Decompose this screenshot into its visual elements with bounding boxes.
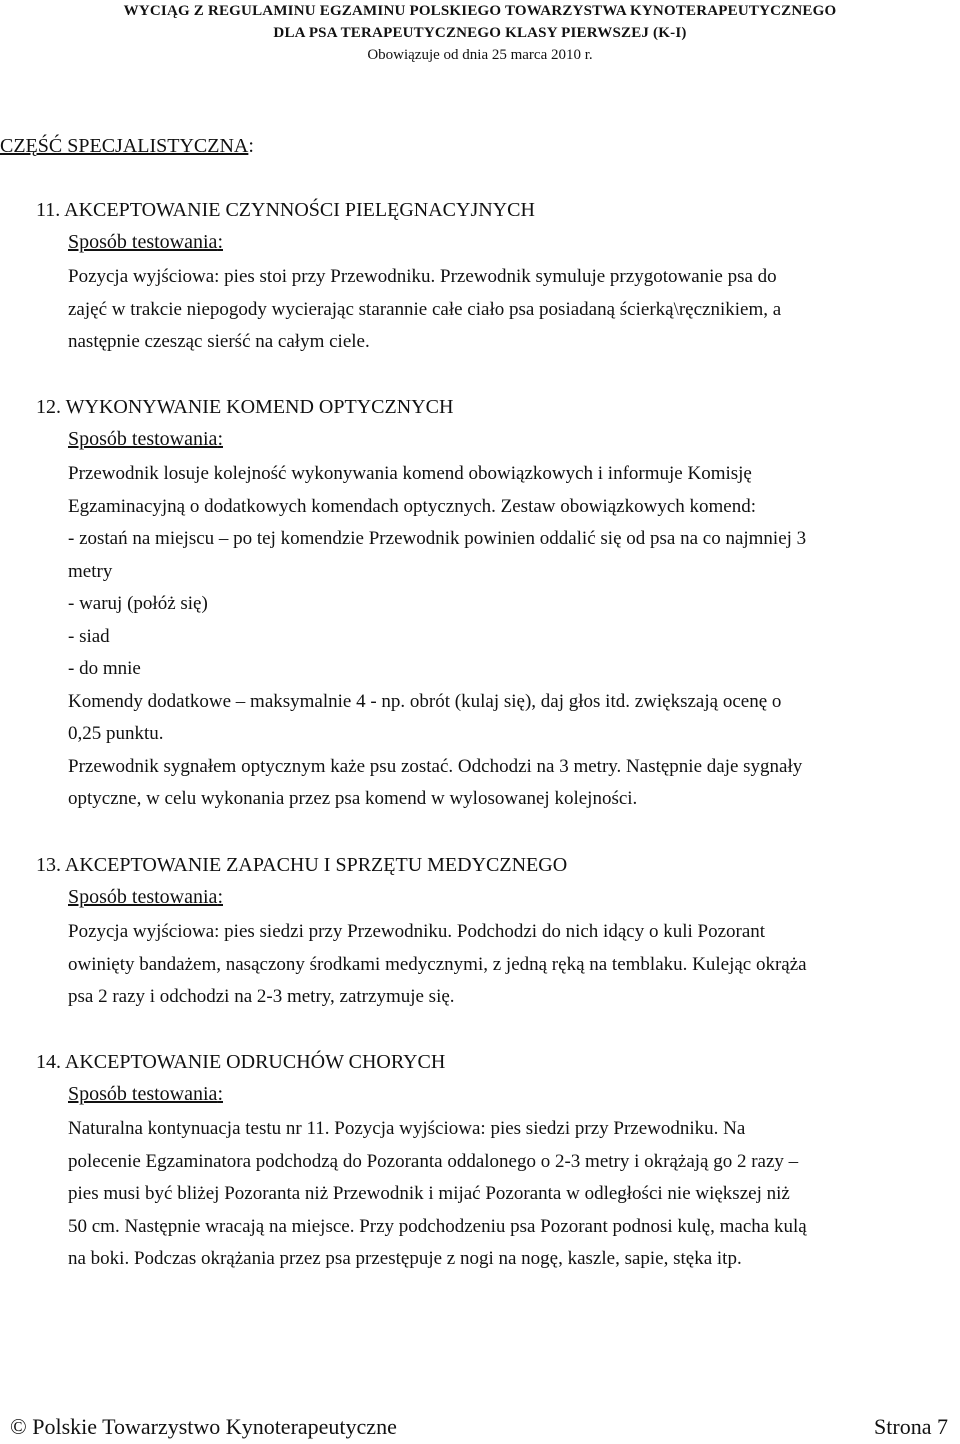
method-label: Sposób testowania [68, 1083, 218, 1105]
section-body [68, 1113, 956, 1276]
body-line: Pozycja wyjściowa: pies siedzi przy Przewodniku. Podchodzi do nich idący o kuli Pozorant [68, 921, 766, 942]
body-line: owinięty bandażem, nasączony środkami medycznymi, z jedną ręką na temblaku. Kulejąc okrąża [68, 953, 807, 975]
body-line: Komendy dodatkowe – maksymalnie 4 - np. obrót (kulaj się), daj głos itd. zwiększają ocenę o [68, 690, 782, 712]
method-heading [68, 229, 956, 255]
body-line: Egzaminacyjną o dodatkowych komendach optycznych. Zestaw obowiązkowych komend: [68, 495, 757, 517]
body-line: na boki. Podczas okrążania przez psa przestępuje z nogi na nogę, kaszle, sapie, stęka itp. [68, 1248, 742, 1269]
document-header [0, 0, 960, 66]
footer-copyright: © Polskie Towarzystwo Kynoterapeutyczne [10, 1414, 397, 1439]
section-title: 12. WYKONYWANIE KOMEND OPTYCZNYCH [36, 396, 454, 418]
body-line: Przewodnik losuje kolejność wykonywania komend obowiązkowych i informuje Komisję [68, 463, 752, 484]
body-line: - do mnie [68, 658, 141, 679]
page-footer [0, 1410, 960, 1444]
method-label: Sposób testowania [68, 231, 218, 253]
header-title-line2: DLA PSA TERAPEUTYCZNEGO KLASY PIERWSZEJ (K-I) [273, 25, 687, 41]
method-label: Sposób testowania [68, 428, 218, 450]
body-line: Pozycja wyjściowa: pies stoi przy Przewodniku. Przewodnik symuluje przygotowanie psa do [68, 266, 777, 287]
body-line: następnie czesząc sierść na całym ciele. [68, 331, 370, 352]
section-body [68, 261, 956, 359]
method-heading [68, 1081, 956, 1107]
section-14 [36, 1049, 956, 1276]
section-body [68, 458, 956, 816]
body-line: optyczne, w celu wykonania przez psa komend w wylosowanej kolejności. [68, 788, 638, 809]
body-line: polecenie Egzaminatora podchodzą do Pozoranta oddalonego o 2-3 metry i okrążają go 2 razy – [68, 1150, 799, 1172]
body-line: - zostań na miejscu – po tej komendzie Przewodnik powinien oddalić się od psa na co najmniej 3 [68, 528, 807, 549]
section-12 [36, 394, 956, 816]
page-number: Strona 7 [874, 1414, 948, 1439]
method-colon: : [217, 231, 223, 253]
body-line: Przewodnik sygnałem optycznym każe psu zostać. Odchodzi na 3 metry. Następnie daje sygnały [68, 755, 803, 777]
section-body [68, 916, 956, 1014]
section-13 [36, 852, 956, 1014]
header-title-line1: WYCIĄG Z REGULAMINU EGZAMINU POLSKIEGO TOWARZYSTWA KYNOTERAPEUTYCZNEGO [123, 3, 837, 19]
part-title-label: CZĘŚĆ SPECJALISTYCZNA [0, 135, 249, 157]
body-line: - waruj (połóż się) [68, 593, 208, 614]
section-title: 11. AKCEPTOWANIE CZYNNOŚCI PIELĘGNACYJNYCH [36, 199, 535, 221]
body-line: Naturalna kontynuacja testu nr 11. Pozycja wyjściowa: pies siedzi przy Przewodniku. Na [68, 1118, 746, 1139]
section-title: 14. AKCEPTOWANIE ODRUCHÓW CHORYCH [36, 1051, 446, 1073]
method-colon: : [217, 428, 223, 450]
method-heading [68, 426, 956, 452]
part-title-colon: : [248, 135, 254, 157]
method-colon: : [217, 1083, 223, 1105]
section-title: 13. AKCEPTOWANIE ZAPACHU I SPRZĘTU MEDYCZNEGO [36, 854, 568, 876]
body-line: 0,25 punktu. [68, 723, 164, 744]
method-heading [68, 884, 956, 910]
body-line: 50 cm. Następnie wracają na miejsce. Przy podchodzeniu psa Pozorant podnosi kulę, macha kulą [68, 1215, 807, 1237]
body-line: zajęć w trakcie niepogody wycierając starannie całe ciało psa posiadaną ścierką\ręcznikiem, a [68, 298, 782, 320]
body-line: - siad [68, 625, 110, 647]
header-effective-date: Obowiązuje od dnia 25 marca 2010 r. [367, 47, 593, 63]
part-title [0, 133, 254, 159]
method-label: Sposób testowania [68, 886, 218, 908]
section-11 [36, 197, 956, 359]
method-colon: : [217, 886, 223, 908]
body-line: pies musi być bliżej Pozoranta niż Przewodnik i mijać Pozoranta w odległości nie większej niż [68, 1183, 790, 1204]
body-line: metry [68, 560, 113, 582]
body-line: psa 2 razy i odchodzi na 2-3 metry, zatrzymuje się. [68, 986, 455, 1007]
